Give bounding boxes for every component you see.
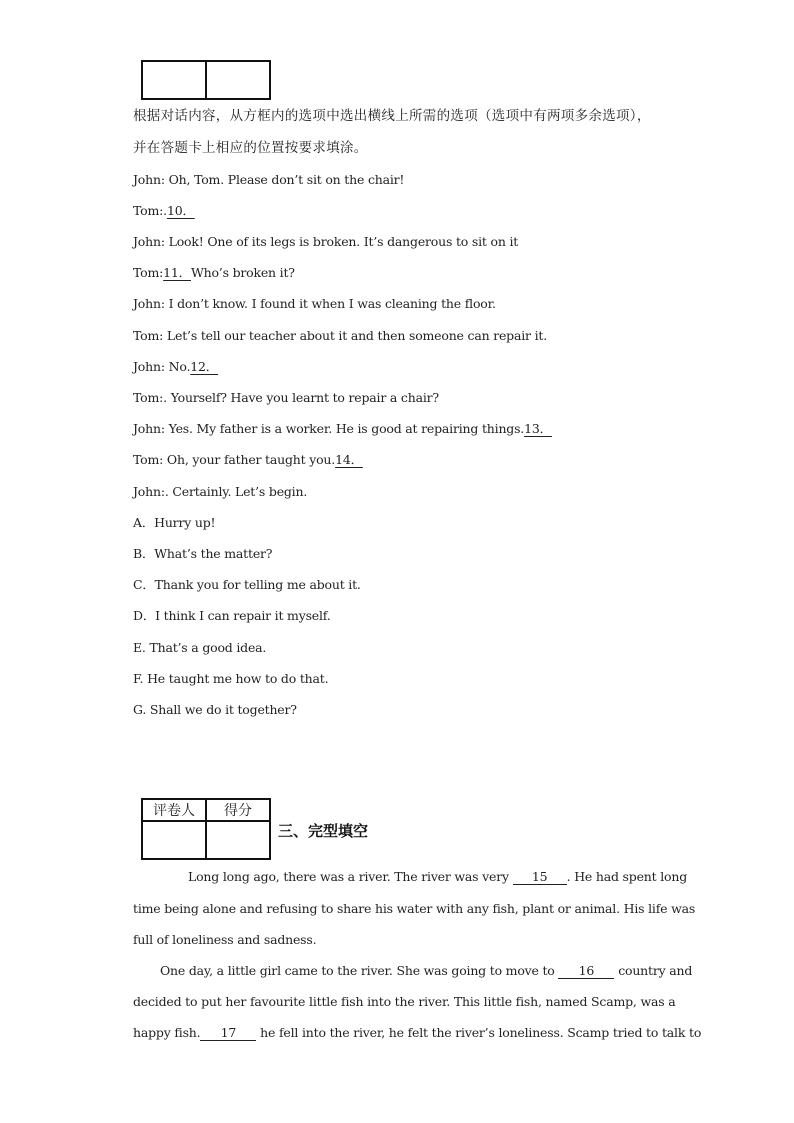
dialogue-line <box>133 296 496 312</box>
instruction-line-1: 根据对话内容，从方框内的选项中选出横线上所需的选项（选项中有两项多余选项）， <box>133 108 651 124</box>
dialogue-line <box>133 390 439 406</box>
option-d: D．I think I can repair it myself. <box>133 608 331 623</box>
cloze-blank-16[interactable]: 16 <box>558 964 614 979</box>
passage-line: full of loneliness and sadness. <box>133 932 317 947</box>
passage-line: decided to put her favourite little fish into the river. This little fish, named Scamp, was a <box>133 994 676 1009</box>
dialogue-text: John: No. <box>133 359 191 374</box>
answer-blank-11[interactable]: 11． <box>163 265 191 280</box>
score-box-cell-left[interactable] <box>142 61 206 99</box>
passage-text: One day, a little girl came to the river. She was going to move to <box>160 963 559 978</box>
dialogue-text: John: Oh, Tom. Please don’t sit on the chair! <box>133 172 405 187</box>
dialogue-text: John: I don’t know. I found it when I was cleaning the floor. <box>133 296 496 311</box>
cloze-blank-17[interactable]: 17 <box>200 1026 256 1041</box>
dialogue-text: John:. Certainly. Let’s begin. <box>133 484 308 499</box>
score-label: 得分 <box>206 799 270 821</box>
passage-text: he fell into the river, he felt the river’s loneliness. Scamp tried to talk to <box>256 1025 702 1040</box>
answer-blank-14[interactable]: 14． <box>335 452 363 467</box>
reviewer-cell[interactable] <box>142 821 206 859</box>
section-title: 三、完型填空 <box>278 822 369 840</box>
score-box-cell-right[interactable] <box>206 61 270 99</box>
passage-line <box>188 861 718 892</box>
option-a: A．Hurry up! <box>133 515 216 530</box>
dialogue-text: Tom:. <box>133 203 167 218</box>
passage-line <box>160 955 693 986</box>
dialogue-text: John: Look! One of its legs is broken. It’s dangerous to sit on it <box>133 234 519 249</box>
dialogue-line <box>133 328 547 344</box>
dialogue-text: John: Yes. My father is a worker. He is good at repairing things. <box>133 421 525 436</box>
dialogue-line <box>133 234 518 250</box>
option-c: C．Thank you for telling me about it. <box>133 577 361 592</box>
dialogue-line <box>133 484 307 500</box>
score-box-top <box>141 60 271 100</box>
passage-line <box>133 1017 702 1048</box>
dialogue-line <box>133 172 404 188</box>
passage-text: country and <box>614 963 693 978</box>
reviewer-label: 评卷人 <box>142 799 206 821</box>
score-cell[interactable] <box>206 821 270 859</box>
dialogue-line <box>133 203 195 219</box>
instruction-line-2: 并在答题卡上相应的位置按要求填涂。 <box>133 140 368 156</box>
passage-text: . He had spent long <box>566 869 687 884</box>
passage-text: happy fish. <box>133 1025 201 1040</box>
cloze-blank-15[interactable]: 15 <box>513 870 567 885</box>
dialogue-line <box>133 265 295 281</box>
dialogue-text: Tom: <box>133 265 164 280</box>
dialogue-text: Tom: Oh, your father taught you. <box>133 452 336 467</box>
option-g: G. Shall we do it together? <box>133 702 297 717</box>
option-f: F. He taught me how to do that. <box>133 671 329 686</box>
dialogue-line <box>133 359 218 375</box>
answer-blank-13[interactable]: 13． <box>524 421 552 436</box>
passage-line: time being alone and refusing to share his water with any fish, plant or animal. His life was <box>133 901 696 916</box>
dialogue-line <box>133 421 552 437</box>
dialogue-line <box>133 452 363 468</box>
option-b: B．What’s the matter? <box>133 546 273 561</box>
answer-blank-12[interactable]: 12． <box>190 359 219 374</box>
answer-blank-10[interactable]: 10． <box>166 203 195 218</box>
score-box-section-3 <box>141 798 271 860</box>
option-e: E. That’s a good idea. <box>133 640 267 655</box>
passage-text: Long long ago, there was a river. The river was very <box>188 869 513 884</box>
dialogue-text: Tom:. Yourself? Have you learnt to repair a chair? <box>133 390 439 405</box>
dialogue-text: Who’s broken it? <box>190 265 295 280</box>
dialogue-text: Tom: Let’s tell our teacher about it and then someone can repair it. <box>133 328 547 343</box>
